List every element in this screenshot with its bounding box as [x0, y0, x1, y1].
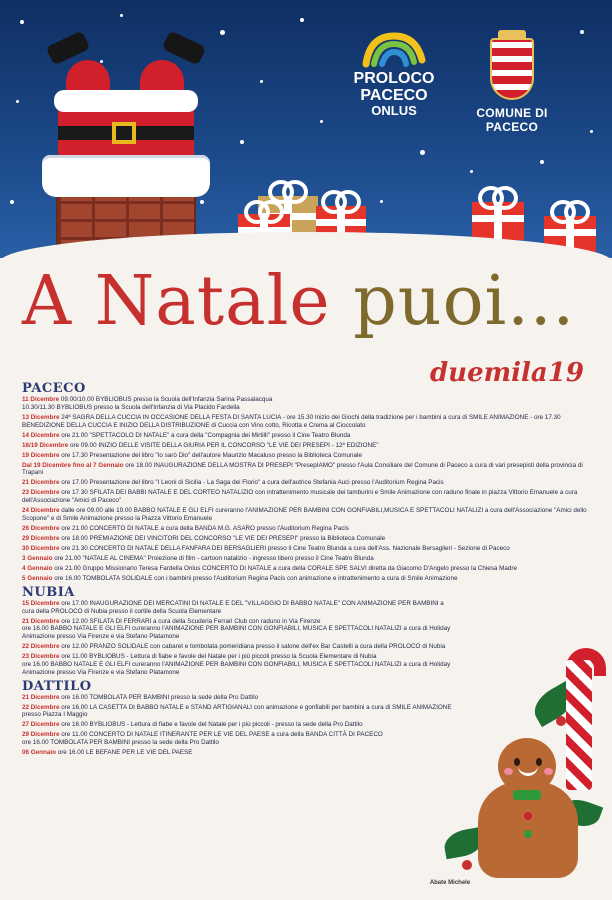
event-description: ore 21.00 CONCERTO DI NATALE a cura della BANDA M.G. ASARO presso l'Auditorium Regina Pacis	[59, 524, 349, 532]
event-date: 13 Dicembre	[22, 413, 60, 421]
proloco-name-line2: PACECO	[360, 87, 428, 104]
event-description: ore 16.00 LE BEFANE PER LE VIE DEL PAESE	[55, 749, 193, 757]
event-date: 11 Dicembre	[22, 396, 60, 403]
event-item	[22, 545, 602, 553]
event-description: ore 12.00 SFILATA DI FERRARI a cura della Scuderia Ferrari Club con raduno in Via Firenze ore 16.00 BABBO NATALE E GLI ELFI cureranno l'ANIMAZIONE PER BAMBINI CON GONFIABILI, MUSICA E SPETTACOLI NATALIZI a cura di Holiday Animazione presso Via Firenze e via Stefano Platamone	[22, 617, 451, 641]
event-item	[22, 489, 602, 505]
sponsor-name: Abate Michele	[429, 880, 471, 886]
event-item	[22, 731, 452, 747]
holly-berry	[556, 716, 566, 726]
event-date: 5 Gennaio	[22, 574, 53, 582]
event-description: dalle ore 09.00 alle 19.00 BABBO NATALE E GLI ELFI cureranno l'ANIMAZIONE PER BAMBINI CON GONFIABILI,MUSICA E SPETTACOLI NATALIZI a cura dell'Associazione "Amici dello Scopone" e di Smile Animazione presso la Piazza Vittorio Emanuele	[22, 507, 587, 522]
event-item	[22, 749, 452, 757]
event-date: 29 Dicembre	[22, 534, 60, 542]
event-item	[22, 414, 602, 430]
event-description: ore 21.30 CONCERTO DI NATALE DELLA FANFARA DEI BERSAGLIERI presso il Cine Teatro Blunda a cura dell'Ass. Nazionale Bersaglieri - Sezione di Paceco	[59, 544, 510, 552]
page-title	[22, 262, 582, 341]
event-item	[22, 396, 602, 412]
event-date: 21 Dicembre	[22, 617, 60, 625]
event-item	[22, 452, 602, 460]
event-item	[22, 555, 602, 563]
sponsor-logo	[410, 880, 490, 886]
section-heading-dattilo: DATTILO	[22, 678, 92, 694]
event-description: ore 21.00 "NATALE AL CINEMA" Proiezione di film - cartoon natalizio - ingresso libero presso il Cine Teatro Blunda	[52, 554, 374, 562]
event-description: ore 21.00 Gruppo Missionario Teresa Fardella Onlus CONCERTO DI NATALE a cura della CORALE SPE SALVI diretta da Giacomo D'Angelo presso la Chiesa Madre	[52, 564, 518, 572]
event-item	[22, 704, 452, 720]
event-item	[22, 694, 452, 702]
event-item	[22, 525, 602, 533]
event-description: ore 21.00 "SPETTACOLO DI NATALE" a cura della "Compagnia dei Mirtilli" presso il Cine Teatro Blunda	[59, 431, 351, 439]
event-description: ore 16.00 TOMBOLATA PER BAMBINI presso la sede della Pro Dattilo	[59, 693, 259, 701]
comune-logo	[452, 30, 572, 134]
section-heading-nubia: NUBIA	[22, 584, 75, 600]
proloco-name-line3: ONLUS	[371, 103, 417, 118]
event-description: 09.00/10.00 BYBLIOBUS presso la Scuola dell'Infanzia Sarina Passalacqua 10.30/11.30 BYBLIOBUS presso la Scuola dell'Infanzia di Via Placido Fardella	[22, 396, 273, 411]
gift-icon	[472, 186, 524, 240]
event-description: ore 18.00 INAUGURAZIONE DELLA MOSTRA DI PRESEPI "PresepIAMO" presso l'Aula Consiliare del Comune di Paceco a cura di vari presepisti della provincia di Trapani	[22, 461, 583, 477]
event-description: ore 11.00 BYBLIOBUS - Lettura di fiabe e favole del Natale per i più piccoli presso la Scuola Elementare di Nubia ore 16.00 BABBO NATALE E GLI ELFI cureranno l'ANIMAZIONE PER BAMBINI CON GONFIABILI, MUSICA E SPETTACOLI NATALIZI a cura di Holiday Animazione presso Via Firenze e via Stefano Platamone	[22, 653, 451, 676]
event-date: 21 Dicembre	[22, 693, 60, 701]
event-item	[22, 643, 452, 651]
event-description: ore 16.00 TOMBOLATA SOLIDALE con i bambini presso l'Auditorium Regina Pacis con animazione e intrattenimento a cura di Smile Animazione	[52, 574, 458, 582]
event-description: ore 16.00 BYBLIOBUS - Lettura di fiabe e favole del Natale per i più piccoli - presso la sede della Pro Dattilo	[59, 721, 363, 729]
coat-of-arms-icon	[490, 38, 534, 100]
event-date: 30 Dicembre	[22, 544, 60, 552]
event-date: 27 Dicembre	[22, 721, 60, 729]
gingerbread-icon	[468, 738, 588, 878]
event-item	[22, 600, 452, 616]
event-item	[22, 653, 452, 676]
event-item	[22, 462, 602, 478]
event-date: 16/19 Dicembre	[22, 441, 69, 449]
proloco-name-line1: PROLOCO	[353, 70, 435, 87]
event-date: 26 Dicembre	[22, 524, 60, 532]
title-part2: puoi...	[353, 262, 576, 341]
event-date: 06 Gennaio	[22, 749, 56, 757]
event-description: ore 12.00 PRANZO SOLIDALE con cabaret e tombolata pomeridiana presso il salone dell'ex Bar Castelli a cura della PROLOCO di Nubia	[59, 643, 446, 651]
proloco-logo-icon	[360, 30, 428, 70]
event-description: ore 16.00 LA CASETTA DI BABBO NATALE e STAND ARTIGIANALI con animazione e gonfiabili per bambini a cura di SMILE ANIMAZIONE presso Piazza I Maggio	[22, 703, 452, 719]
event-item	[22, 432, 602, 440]
event-item	[22, 721, 452, 729]
event-description: ore 11.00 CONCERTO DI NATALE ITINERANTE PER LE VIE DEL PAESE a cura della BANDA CITTÀ DI PACECO ore 16.00 TOMBOLATA PER BAMBINI presso la sede della Pro Dattilo	[22, 731, 383, 747]
event-date: 23 Dicembre	[22, 489, 60, 497]
proloco-logo	[338, 30, 450, 118]
event-date: 4 Gennaio	[22, 564, 53, 572]
event-date: 29 Dicembre	[22, 731, 60, 739]
event-item	[22, 575, 602, 583]
event-item	[22, 535, 602, 543]
event-date: 23 Dicembre	[22, 653, 60, 661]
event-description: 24ª SAGRA DELLA CUCCIA IN OCCASIONE DELLA FESTA DI SANTA LUCIA - ore 15.30 Inizio dei Giochi della tradizione per i bambini a cura di SMILE ANIMAZIONE - ore 17.30 BENEDIZIONE DELLA CUCCIA E INIZIO DELLA DISTRIBUZIONE di Cuccia con Vino cotto, Ricotta e Crema al Cioccolato	[22, 413, 561, 429]
event-description: ore 09.00 INIZIO DELLE VISITE DELLA GIURIA PER IL CONCORSO "LE VIE DEI PRESEPI - 12ª EDIZIONE"	[68, 441, 379, 449]
event-date: 24 Dicembre	[22, 507, 60, 515]
event-date: 21 Dicembre	[22, 479, 60, 487]
event-item	[22, 507, 602, 523]
event-item	[22, 618, 452, 641]
event-date: Dal 19 Dicembre fino al 7 Gennaio	[22, 461, 124, 469]
event-description: ore 17.30 Presentazione del libro "Io sarò Dio" dell'autore Maurizio Macaluso presso la Biblioteca Comunale	[59, 451, 362, 459]
event-date: 22 Dicembre	[22, 703, 60, 711]
event-description: ore 17.00 INAUGURAZIONE DEI MERCATINI DI NATALE E DEL "VILLAGGIO DI BABBO NATALE" CON ANIMAZIONE PER BAMBINI a cura della PROLOCO di Nubia presso il cortile della Scuola Elementare	[22, 599, 444, 615]
title-part1: A Natale	[22, 262, 331, 341]
section-heading-paceco: PACECO	[22, 381, 86, 396]
comune-name: COMUNE DI PACECO	[476, 106, 548, 134]
event-date: 3 Gennaio	[22, 554, 53, 562]
page-subtitle: duemila19	[430, 358, 584, 388]
event-item	[22, 479, 602, 487]
event-description: ore 18.00 PREMIAZIONE DEI VINCITORI DEL CONCORSO "LE VIE DEI PRESEPI" presso la Biblioteca Comunale	[59, 534, 386, 542]
event-program	[22, 380, 602, 759]
event-description: ore 17.00 Presentazione del libro "I Leoni di Sicilia - La Saga dei Florio" a cura dell'autrice Stefania Auci presso l'Auditorium Regina Pacis	[59, 479, 444, 487]
event-item	[22, 442, 602, 450]
event-item	[22, 565, 602, 573]
event-date: 22 Dicembre	[22, 643, 60, 651]
event-date: 15 Dicembre	[22, 599, 60, 607]
event-date: 14 Dicembre	[22, 431, 60, 439]
event-description: ore 17.30 SFILATA DEI BABBI NATALE E DEL CORTEO NATALIZIO con intrattenimento musicale dei tamburini e Smile Animazione con raduno finale in piazza Vittorio Emanuele a cura dell'Associazione "Amici di Paceco"	[22, 489, 578, 505]
event-date: 19 Dicembre	[22, 451, 60, 459]
